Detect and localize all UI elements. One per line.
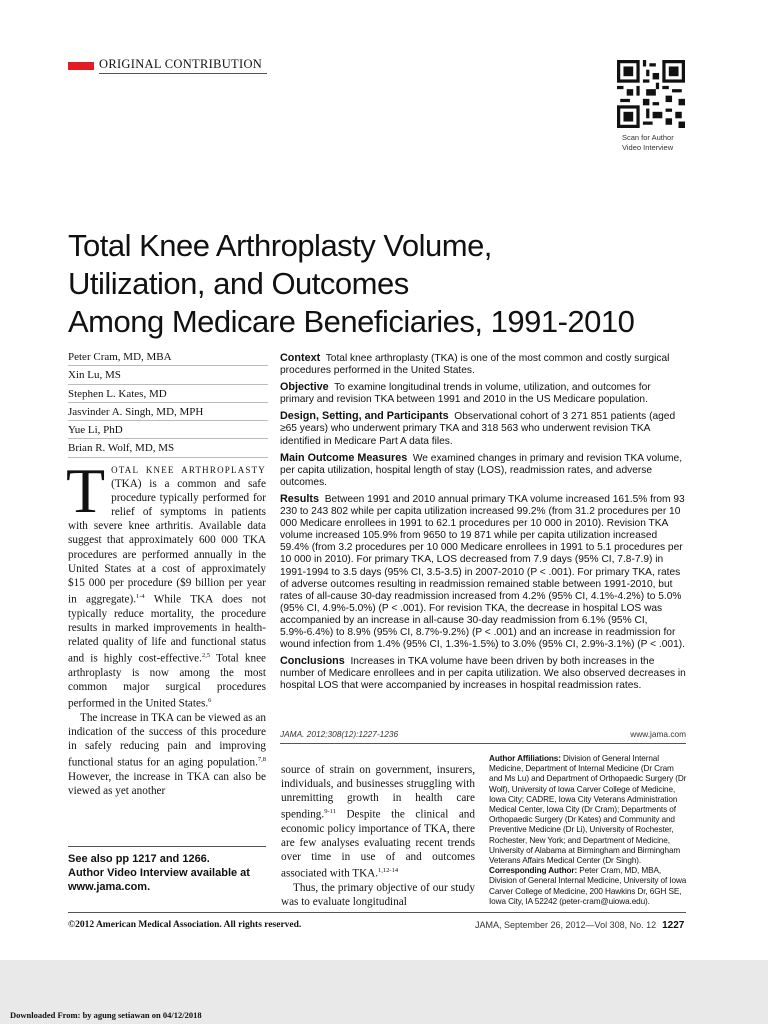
- see-also-rule: [68, 846, 266, 847]
- journal-footer: JAMA, September 26, 2012—Vol 308, No. 12 1227: [475, 920, 685, 931]
- qr-caption: Scan for Author Video Interview: [622, 133, 674, 152]
- copyright-notice: ©2012 American Medical Association. All rights reserved.: [68, 920, 302, 930]
- abstract: Context Total knee arthroplasty (TKA) is one of the most common and costly surgical procedures performed in the United States. Objective To examine longitudinal trends in volume, utilization, and outcomes for primary and revision TKA between 1991 and 2010 in the US Medicare population. Design, Setting, and Participants Observational cohort of 3 271 851 patients (aged ≥65 years) who underwent primary TKA and 318 563 who underwent revision TKA identified in Medicare Part A data files. Main Outcome Measures We examined changes in primary and revision TKA volume, per capita utilization, hospital length of stay (LOS), readmission rates, and adverse outcomes. Results Between 1991 and 2010 annual primary TKA volume increased 161.5% from 93 230 to 243 802 while per capita utilization increased 99.2% (from 31.2 procedures per 10 000 Medicare enrollees in 1991 to 62.1 procedures per 10 000 in 2010). Revision TKA volume increased 105.9% from 9650 to 19 871 while per capita utilization increased 59.4% (from 3.2 procedures per 10 000 Medicare enrollees in 1991 to 5.1 procedures per 10 000 in 2010). For primary TKA, LOS decreased from 7.9 days (95% CI, 7.8-7.9) in 1991-1994 to 3.5 days (95% CI, 3.5-3.5) in 2007-2010 (P < .001). For primary TKA, rates of adverse outcomes resulting in readmission remained stable between 1991-2010, but rates of all-cause 30-day readmission increased from 4.2% (95% CI, 4.1%-4.2%) to 5.0% (95% CI, 4.9%-5.0%) (P < .001). For revision TKA, the decrease in hospital LOS was accompanied by an increase in all-cause 30-day readmission from 6.1% (95% CI, 5.9%-6.4%) to 8.9% (95% CI, 8.7%-9.2%) (P < .001) and an increase in readmission for wound infection from 1.4% (95% CI, 1.3%-1.5%) to 3.0% (95% CI, 2.9%-3.1%) (P < .001). Conclusions Increases in TKA volume have been driven by both increases in the number of Medicare enrollees and in per capita utilization. We also observed decreases in hospital LOS that were accompanied by increases in hospital readmission rates.: [280, 352, 686, 692]
- footer-rule: [68, 912, 686, 913]
- author-affiliations: Author Affiliations: Division of General Internal Medicine, Department of Internal Medicine (Dr Cram and Ms Lu) and Department of Orthopaedic Surgery (Dr Wolf), University of Iowa Carver College of Medicine, Iowa City; CADRE, Iowa City Veterans Administration Medical Center, Iowa City (Dr Cram); Departments of Orthopaedic Surgery (Dr Kates) and Community and Preventive Medicine (Dr Li), University of Rochester, Rochester, New York; and Department of Medicine, University of Alabama at Birmingham and Birmingham Veterans Affairs Medical Center (Dr Singh). Corresponding Author: Peter Cram, MD, MBA, Division of General Internal Medicine, University of Iowa Carver College of Medicine, 200 Hawkins Dr, 6GH SE, Iowa City, IA 52242 (peter-cram@uiowa.edu).: [489, 754, 687, 906]
- author-list: [68, 348, 268, 458]
- section-rule: [99, 73, 267, 74]
- author-name: Yue Li, PhD: [68, 421, 268, 439]
- page-number: 1227: [662, 920, 685, 931]
- author-name: Stephen L. Kates, MD: [68, 385, 268, 403]
- section-accent-bar: [68, 62, 94, 70]
- author-name: Xin Lu, MS: [68, 366, 268, 384]
- article-title: Total Knee Arthroplasty Volume, Utilization, and Outcomes Among Medicare Beneficiaries, 1991-2010: [68, 228, 635, 339]
- citation: JAMA. 2012;308(12):1227-1236: [280, 729, 399, 739]
- author-name: Brian R. Wolf, MD, MS: [68, 439, 268, 457]
- qr-code-icon[interactable]: [617, 60, 685, 128]
- author-name: Jasvinder A. Singh, MD, MPH: [68, 403, 268, 421]
- body-column-2: source of strain on government, insurers, individuals, and businesses struggling with unremitting growth in health care spending.$^{9-11}$ Despite the clinical and economic policy importance of TKA, there are few analyses evaluating recent trends over time in use of and outcomes associated with TKA.$^{1,12-14}$ Thus, the primary objective of our study was to evaluate longitudinal: [281, 764, 475, 909]
- section-label: ORIGINAL CONTRIBUTION: [99, 57, 263, 71]
- abstract-rule: [280, 743, 686, 744]
- citation-row: [280, 729, 686, 739]
- download-notice: Downloaded From: by agung setiawan on 04/12/2018: [10, 1010, 202, 1020]
- see-also-box: See also pp 1217 and 1266. Author Video Interview available at www.jama.com.: [68, 853, 250, 893]
- journal-url-link[interactable]: www.jama.com: [630, 729, 686, 739]
- drop-cap: T: [66, 455, 106, 526]
- author-name: Peter Cram, MD, MBA: [68, 348, 268, 366]
- body-column-1: TOTAL KNEE ARTHROPLASTY (TKA) is a common and safe procedure typically performed for relief of symptoms in patients with severe knee arthritis. Available data suggest that approximately 600 000 TKA procedures are performed annually in the United States at a cost of approximately $15 000 per procedure ($9 billion per year in aggregate).$^{1-4}$ While TKA does not typically reduce mortality, the procedure results in marked improvements in health-related quality of life and functional status and is highly cost-effective.$^{2,5}$ Total knee arthroplasty is now among the most common major surgical procedures performed in the United States.$^6$ The increase in TKA can be viewed as an indication of the success of this procedure in safely reducing pain and improving functional status for an aging population.$^{7,8}$ However, the increase in TKA can also be viewed as yet another: [66, 455, 267, 797]
